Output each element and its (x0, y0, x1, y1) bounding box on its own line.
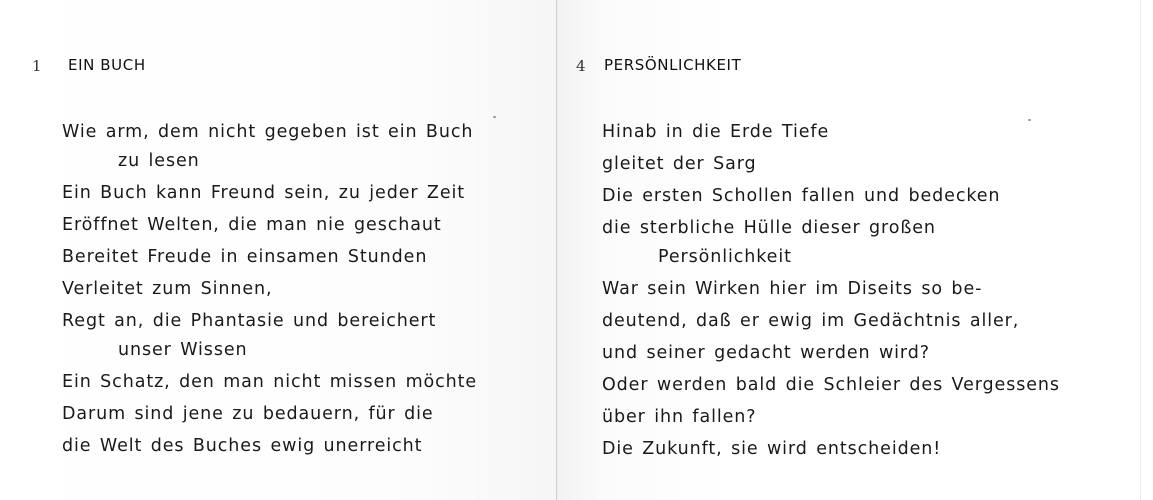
page-number-right: 4 (576, 57, 586, 75)
poem-line: die sterbliche Hülle dieser großen (602, 218, 936, 238)
poem-line: Oder werden bald die Schleier des Vergessens (602, 375, 1060, 395)
scan-speck (1028, 119, 1031, 121)
poem-line: Ein Schatz, den man nicht missen möchte (62, 372, 478, 392)
poem-line: deutend, daß er ewig im Gedächtnis aller, (602, 311, 1020, 331)
poem-line: Die Zukunft, sie wird entscheiden! (602, 439, 942, 459)
poem-lines-right (602, 116, 1060, 465)
poem-line: Eröffnet Welten, die man nie geschaut (62, 215, 442, 235)
poem-line: unser Wissen (118, 340, 248, 360)
poem-line: und seiner gedacht werden wird? (602, 343, 930, 363)
poem-line: Regt an, die Phantasie und bereichert (62, 311, 437, 331)
poem-line: Verleitet zum Sinnen, (62, 279, 273, 299)
poem-title-right: PERSÖNLICHKEIT (604, 56, 742, 74)
poem-line: Hinab in die Erde Tiefe (602, 122, 830, 142)
poem-line: die Welt des Buches ewig unerreicht (62, 436, 423, 456)
scan-speck (493, 116, 496, 118)
page-gutter (556, 0, 557, 500)
poem-lines-left (62, 116, 477, 462)
poem-line: Bereitet Freude in einsamen Stunden (62, 247, 428, 267)
poem-line: Persönlichkeit (658, 247, 792, 267)
page-edge (1140, 0, 1141, 500)
poem-line: zu lesen (118, 151, 200, 171)
poem-line: Wie arm, dem nicht gegeben ist ein Buch (62, 122, 474, 142)
poem-line: Ein Buch kann Freund sein, zu jeder Zeit (62, 183, 466, 203)
page-number-left: 1 (32, 57, 42, 75)
poem-title-left: EIN BUCH (68, 56, 146, 74)
poem-line: Die ersten Schollen fallen und bedecken (602, 186, 1001, 206)
poem-line: über ihn fallen? (602, 407, 757, 427)
poem-line: Darum sind jene zu bedauern, für die (62, 404, 434, 424)
poem-line: War sein Wirken hier im Diseits so be- (602, 279, 983, 299)
poem-line: gleitet der Sarg (602, 154, 757, 174)
